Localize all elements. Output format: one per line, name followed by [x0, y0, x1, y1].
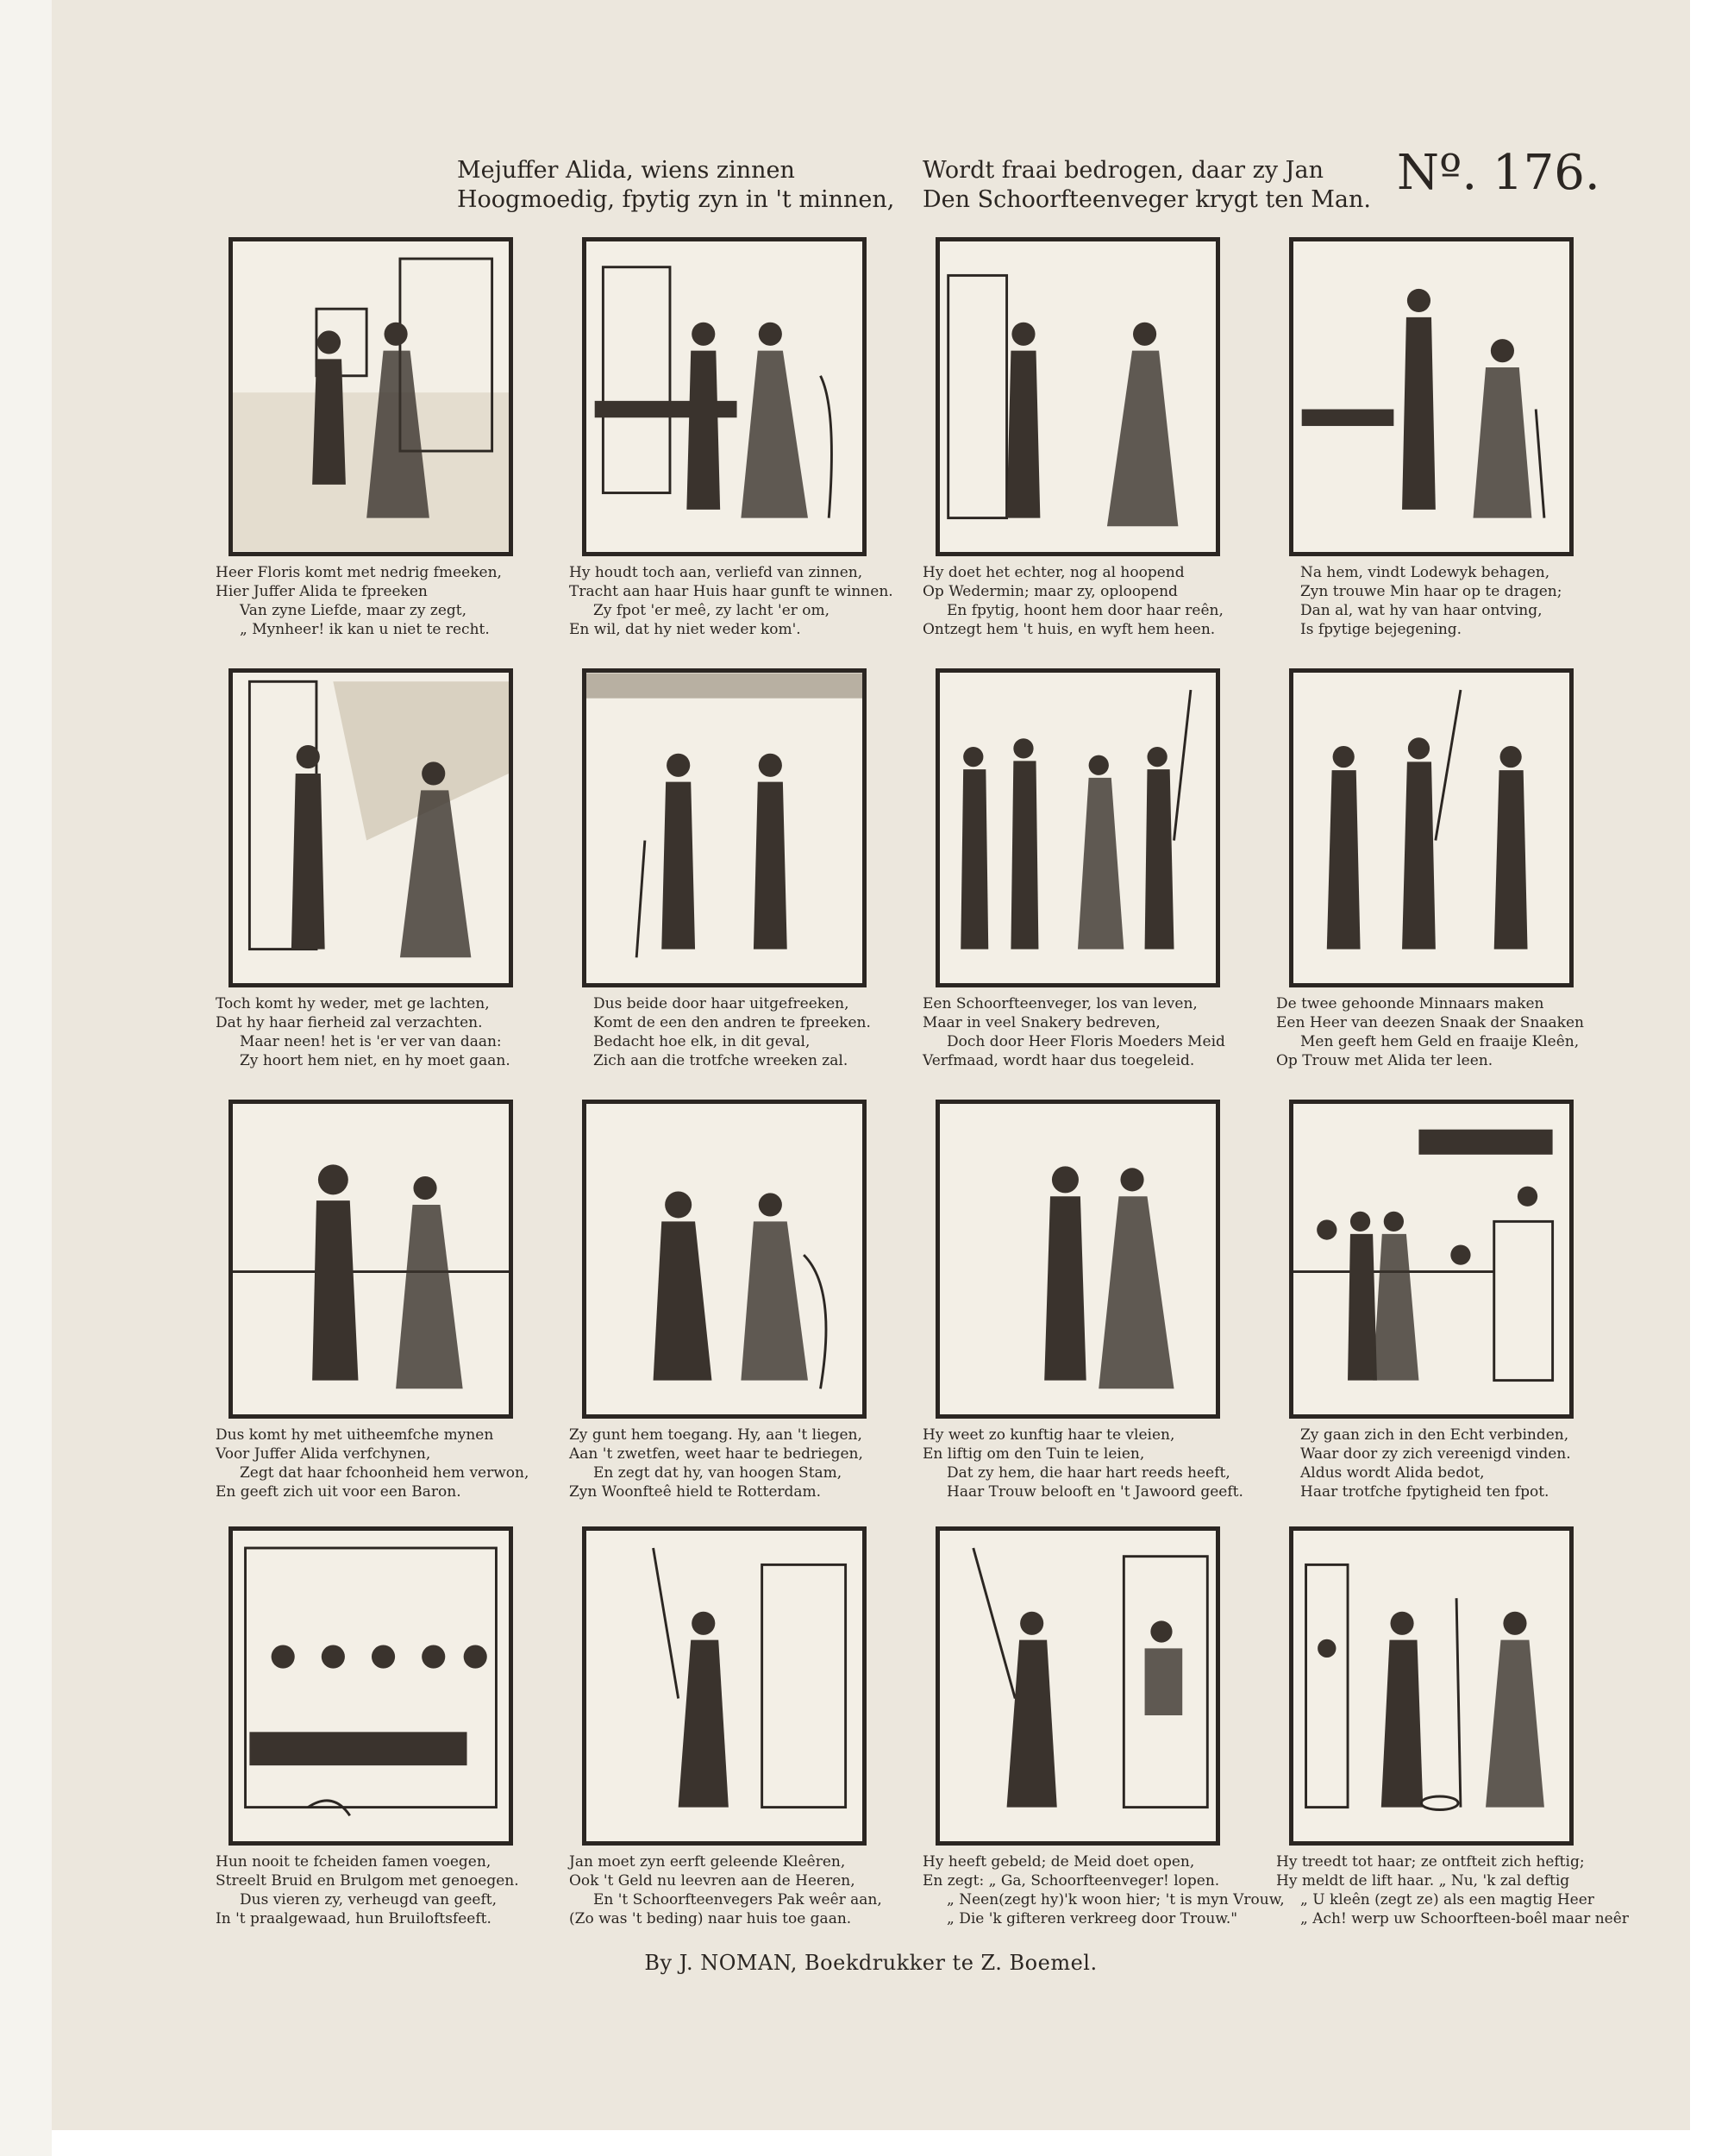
- panel-15: [923, 1526, 1285, 1932]
- woodcut-illustration: [940, 1104, 1216, 1414]
- verse-line: Een Schoorfteenveger, los van leven,: [923, 995, 1198, 1012]
- woodcut-image: [936, 1526, 1220, 1846]
- verse-line: Bedacht hoe elk, in dit geval,: [593, 1033, 811, 1050]
- panel-2: [569, 237, 897, 642]
- title-line-1-left: Mejuffer Alida, wiens zinnen: [457, 157, 795, 184]
- woodcut-illustration: [233, 1104, 509, 1414]
- verse-line: Ook 't Geld nu leevren aan de Heeren,: [569, 1872, 855, 1890]
- woodcut-image: [1289, 668, 1574, 987]
- verse-line: Haar Trouw belooft en 't Jawoord geeft.: [947, 1483, 1243, 1501]
- verse-line: Zy fpot 'er meê, zy lacht 'er om,: [593, 602, 830, 619]
- verse: [1276, 563, 1604, 639]
- woodcut-image: [582, 237, 867, 556]
- woodcut-illustration: [1293, 673, 1569, 983]
- verse-line: De twee gehoonde Minnaars maken: [1276, 995, 1544, 1012]
- verse-line: Zegt dat haar fchoonheid hem verwon,: [240, 1464, 529, 1482]
- woodcut-image: [936, 668, 1220, 987]
- verse-line: Op Trouw met Alida ter leen.: [1276, 1052, 1493, 1069]
- verse-line: Hun nooit te fcheiden famen voegen,: [216, 1853, 491, 1871]
- verse-line: Een Heer van deezen Snaak der Snaaken: [1276, 1014, 1584, 1031]
- panel-9: [216, 1100, 543, 1505]
- verse: [569, 1426, 897, 1501]
- woodcut-image: [1289, 237, 1574, 556]
- verse-line: Doch door Heer Floris Moeders Meid: [947, 1033, 1225, 1050]
- verse-line: Dus komt hy met uitheemfche mynen: [216, 1426, 494, 1444]
- title-line-2-right: Den Schoorfteenveger krygt ten Man.: [923, 186, 1371, 213]
- verse: [569, 994, 897, 1070]
- title-line-1-right: Wordt fraai bedrogen, daar zy Jan: [923, 157, 1324, 184]
- woodcut-illustration: [1293, 1531, 1569, 1841]
- verse-line: Zyn trouwe Min haar op te dragen;: [1300, 583, 1562, 600]
- verse-line: Dan al, wat hy van haar ontving,: [1300, 602, 1543, 619]
- page-margin: [0, 0, 52, 2156]
- verse-line: Streelt Bruid en Brulgom met genoegen.: [216, 1872, 519, 1890]
- panel-11: [923, 1100, 1250, 1505]
- verse-line: Hy heeft gebeld; de Meid doet open,: [923, 1853, 1195, 1871]
- verse: [216, 1426, 543, 1501]
- verse-line: En fpytig, hoont hem door haar reên,: [947, 602, 1224, 619]
- verse-line: Hier Juffer Alida te fpreeken: [216, 583, 428, 600]
- verse-line: En geeft zich uit voor een Baron.: [216, 1483, 461, 1501]
- verse-line: „ Ach! werp uw Schoorfteen-boêl maar neêr: [1300, 1910, 1629, 1927]
- verse-line: Van zyne Liefde, maar zy zegt,: [240, 602, 467, 619]
- verse: [1276, 994, 1604, 1070]
- verse-line: Maar neen! het is 'er ver van daan:: [240, 1033, 502, 1050]
- verse-line: Jan moet zyn eerft geleende Kleêren,: [569, 1853, 846, 1871]
- broadsheet: [52, 0, 1690, 2130]
- imprint: By J. NOMAN, Boekdrukker te Z. Boemel.: [644, 1951, 1098, 1975]
- panel-3: [923, 237, 1250, 642]
- verse: [1276, 1852, 1629, 1928]
- verse-line: Zy gaan zich in den Echt verbinden,: [1300, 1426, 1569, 1444]
- verse-line: Zy hoort hem niet, en hy moet gaan.: [240, 1052, 510, 1069]
- verse-line: „ Die 'k gifteren verkreeg door Trouw.": [947, 1910, 1238, 1927]
- panel-7: [923, 668, 1250, 1074]
- woodcut-image: [582, 1100, 867, 1419]
- verse-line: Voor Juffer Alida verfchynen,: [216, 1445, 431, 1463]
- verse: [923, 994, 1250, 1070]
- woodcut-image: [228, 237, 513, 556]
- verse: [1276, 1426, 1604, 1501]
- sheet-number: Nº. 176.: [1397, 145, 1600, 201]
- woodcut-illustration: [586, 1531, 862, 1841]
- woodcut-illustration: [1293, 1104, 1569, 1414]
- verse: [923, 1426, 1250, 1501]
- verse-line: Waar door zy zich vereenigd vinden.: [1300, 1445, 1571, 1463]
- panel-4: [1276, 237, 1604, 642]
- verse-line: Na hem, vindt Lodewyk behagen,: [1300, 564, 1550, 581]
- verse-line: Hy doet het echter, nog al hoopend: [923, 564, 1185, 581]
- verse-line: Hy weet zo kunftig haar te vleien,: [923, 1426, 1175, 1444]
- verse-line: In 't praalgewaad, hun Bruiloftsfeeft.: [216, 1910, 491, 1927]
- verse: [216, 994, 543, 1070]
- panel-6: [569, 668, 897, 1074]
- verse: [569, 563, 897, 639]
- verse-line: Dus beide door haar uitgefreeken,: [593, 995, 849, 1012]
- verse-line: Hy houdt toch aan, verliefd van zinnen,: [569, 564, 863, 581]
- woodcut-image: [228, 1526, 513, 1846]
- woodcut-illustration: [233, 241, 509, 552]
- panel-10: [569, 1100, 897, 1505]
- verse-line: Aan 't zwetfen, weet haar te bedriegen,: [569, 1445, 863, 1463]
- verse-line: „ Mynheer! ik kan u niet te recht.: [240, 621, 490, 638]
- panel-1: [216, 237, 543, 642]
- verse-line: Toch komt hy weder, met ge lachten,: [216, 995, 490, 1012]
- verse-line: En zegt: „ Ga, Schoorfteenveger! lopen.: [923, 1872, 1220, 1890]
- woodcut-image: [228, 668, 513, 987]
- panel-16: [1276, 1526, 1629, 1932]
- verse-line: En zegt dat hy, van hoogen Stam,: [593, 1464, 842, 1482]
- verse-line: Men geeft hem Geld en fraaije Kleên,: [1300, 1033, 1580, 1050]
- panel-12: [1276, 1100, 1604, 1505]
- woodcut-illustration: [940, 1531, 1216, 1841]
- verse-line: „ Neen(zegt hy)'k woon hier; 't is myn Vrouw,: [947, 1891, 1285, 1908]
- panel-13: [216, 1526, 543, 1932]
- verse-line: Dat zy hem, die haar hart reeds heeft,: [947, 1464, 1230, 1482]
- verse: [216, 1852, 543, 1928]
- woodcut-illustration: [586, 1104, 862, 1414]
- verse-line: Heer Floris komt met nedrig fmeeken,: [216, 564, 502, 581]
- verse-line: Op Wedermin; maar zy, oploopend: [923, 583, 1178, 600]
- panel-14: [569, 1526, 897, 1932]
- woodcut-image: [936, 1100, 1220, 1419]
- verse-line: „ U kleên (zegt ze) als een magtig Heer: [1300, 1891, 1594, 1908]
- verse-line: Is fpytige bejegening.: [1300, 621, 1462, 638]
- verse-line: Zy gunt hem toegang. Hy, aan 't liegen,: [569, 1426, 862, 1444]
- woodcut-image: [582, 668, 867, 987]
- panel-8: [1276, 668, 1604, 1074]
- verse-line: Zich aan die trotfche wreeken zal.: [593, 1052, 848, 1069]
- verse: [216, 563, 543, 639]
- woodcut-illustration: [233, 673, 509, 983]
- woodcut-illustration: [940, 241, 1216, 552]
- verse-line: Aldus wordt Alida bedot,: [1300, 1464, 1485, 1482]
- verse-line: Dus vieren zy, verheugd van geeft,: [240, 1891, 497, 1908]
- verse-line: Ontzegt hem 't huis, en wyft hem heen.: [923, 621, 1216, 638]
- woodcut-illustration: [233, 1531, 509, 1841]
- verse-line: En wil, dat hy niet weder kom'.: [569, 621, 801, 638]
- title-line-2-left: Hoogmoedig, fpytig zyn in 't minnen,: [457, 186, 895, 213]
- verse: [569, 1852, 897, 1928]
- verse-line: (Zo was 't beding) naar huis toe gaan.: [569, 1910, 852, 1927]
- verse-line: Hy meldt de lift haar. „ Nu, 'k zal deftig: [1276, 1872, 1570, 1890]
- verse: [923, 563, 1250, 639]
- woodcut-illustration: [940, 673, 1216, 983]
- verse-line: Zyn Woonfteê hield te Rotterdam.: [569, 1483, 822, 1501]
- woodcut-image: [582, 1526, 867, 1846]
- verse-line: Hy treedt tot haar; ze ontfteit zich heftig;: [1276, 1853, 1585, 1871]
- woodcut-image: [1289, 1100, 1574, 1419]
- woodcut-illustration: [586, 673, 862, 983]
- verse-line: Komt de een den andren te fpreeken.: [593, 1014, 871, 1031]
- woodcut-image: [936, 237, 1220, 556]
- verse-line: En 't Schoorfteenvegers Pak weêr aan,: [593, 1891, 882, 1908]
- verse: [923, 1852, 1285, 1928]
- verse-line: Dat hy haar fierheid zal verzachten.: [216, 1014, 483, 1031]
- verse-line: Haar trotfche fpytigheid ten fpot.: [1300, 1483, 1549, 1501]
- panel-5: [216, 668, 543, 1074]
- woodcut-illustration: [1293, 241, 1569, 552]
- woodcut-image: [228, 1100, 513, 1419]
- woodcut-illustration: [586, 241, 862, 552]
- woodcut-image: [1289, 1526, 1574, 1846]
- verse-line: Maar in veel Snakery bedreven,: [923, 1014, 1161, 1031]
- verse-line: Verfmaad, wordt haar dus toegeleid.: [923, 1052, 1195, 1069]
- verse-line: En liftig om den Tuin te leien,: [923, 1445, 1145, 1463]
- verse-line: Tracht aan haar Huis haar gunft te winnen.: [569, 583, 893, 600]
